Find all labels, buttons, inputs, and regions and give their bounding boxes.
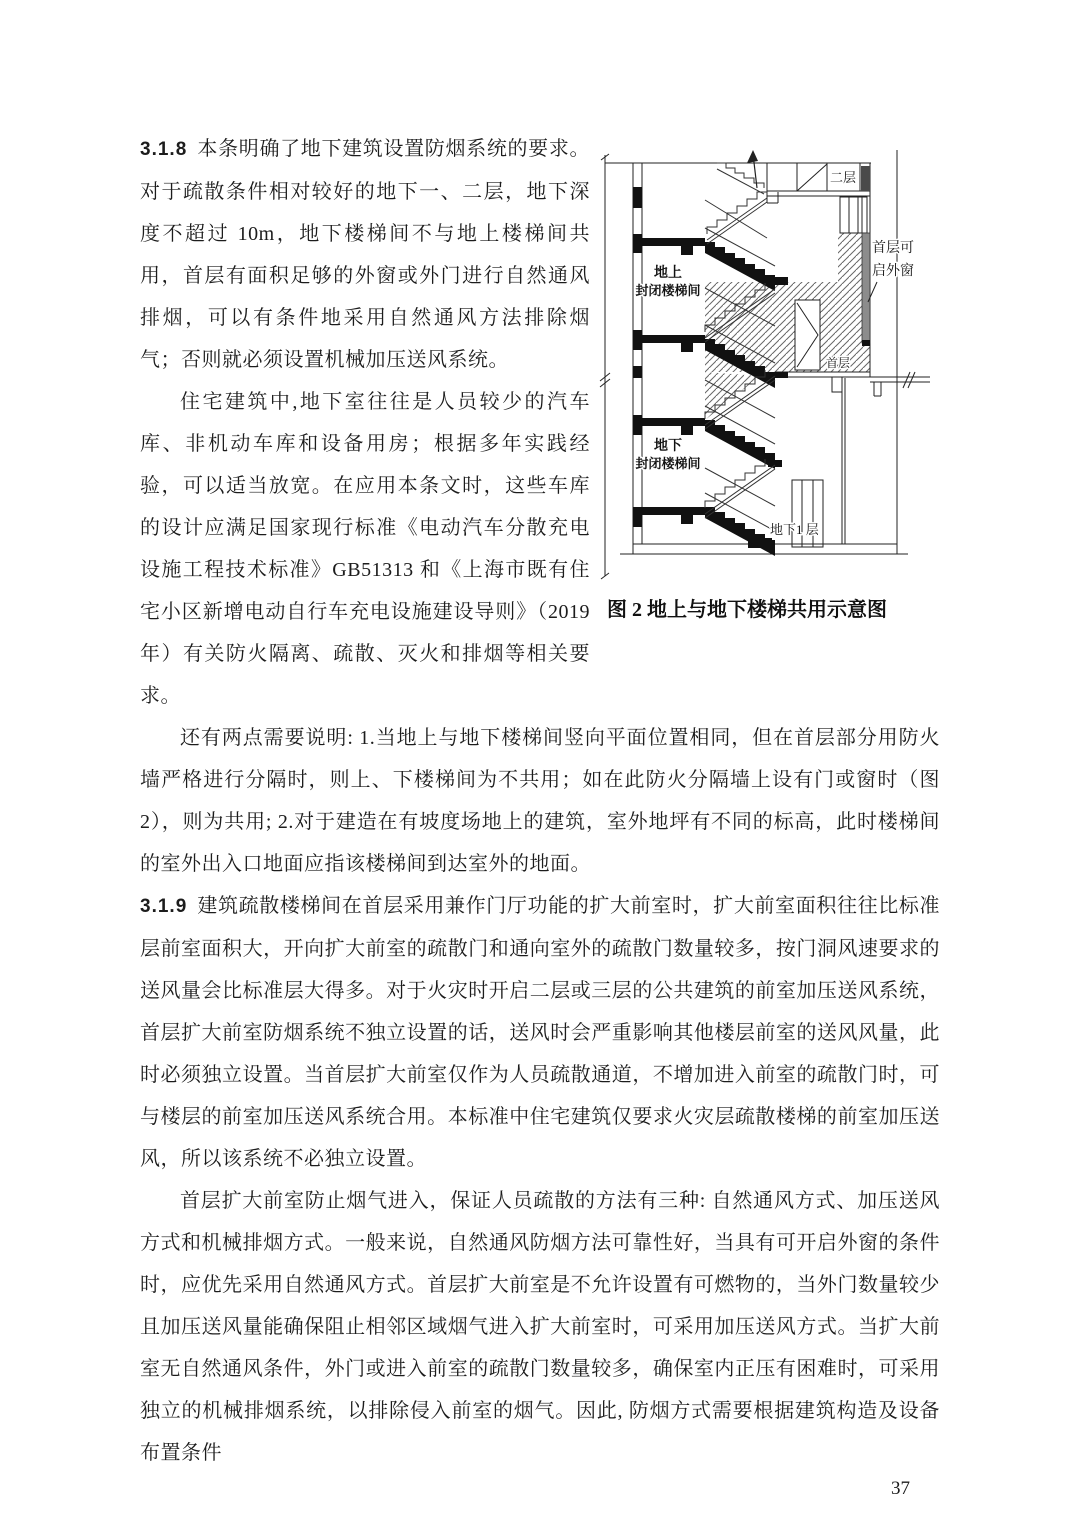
label-second-floor: 二层: [829, 170, 857, 185]
label-above-ground-stair-line1: 地上: [654, 266, 682, 281]
label-above-ground-stair-line2: 封闭楼梯间: [635, 283, 701, 298]
fire-wall-door: [795, 300, 820, 370]
label-below-ground-stair-line1: 地下: [654, 439, 682, 454]
paragraph-3-1-9-text: 建筑疏散楼梯间在首层采用兼作门厅功能的扩大前室时，扩大前室面积往往比标准层前室面积大，开向扩大前室的疏散门和通向室外的疏散门数量较多，按门洞风速要求的送风量会比标准层大得多。对于火灾时开启二层或三层的公共建筑的前室加压送风系统，首层扩大前室防烟系统不独立设置的话，送风时会严重影响其他楼层前室的送风风量，此时必须独立设置。当首层扩大前室仅作为人员疏散通道，不增加进入前室的疏散门时，可与楼层的前室加压送风系统合用。本标准中住宅建筑仅要求火灾层疏散楼梯的前室加压送风，所以该系统不必独立设置。: [140, 895, 940, 1170]
stair-section-drawing: [590, 130, 940, 630]
paragraph-3-1-8-text: 本条明确了地下建筑设置防烟系统的要求。对于疏散条件相对较好的地下一、二层，地下深度不超过 10m，地下楼梯间不与地上楼梯间共用，首层有面积足够的外窗或外门进行自然通风排烟，可以有条件地采用自然通风方法排除烟气；否则就必须设置机械加压送风系统。: [140, 138, 590, 371]
paragraph-residential: 住宅建筑中,地下室往往是人员较少的汽车库、非机动车库和设备用房；根据多年实践经验，可以适当放宽。在应用本条文时，这些车库的设计应满足国家现行标准《电动汽车分散充电设施工程技术标准》GB51313 和《上海市既有住宅小区新增电动自行车充电设施建设导则》（2019 年）有关防火隔离、疏散、灭火和排烟等相关要求。: [140, 391, 590, 707]
section-number-3-1-9: 3.1.9: [140, 896, 188, 917]
figure-caption: 图 2 地上与地下楼梯共用示意图: [607, 599, 887, 621]
paragraph-smoke-methods: 首层扩大前室防止烟气进入，保证人员疏散的方法有三种: 自然通风方式、加压送风方式和机械排烟方式。一般来说，自然通风防烟方法可靠性好，当具有可开启外窗的条件时，应优先采用自然通风方式。首层扩大前室是不允许设置有可燃物的，当外门数量较少且加压送风量能确保阻止相邻区域烟气进入扩大前室时，可采用加压送风方式。当扩大前室无自然通风条件，外门或进入前室的疏散门数量较多，确保室内正压有困难时，可采用独立的机械排烟系统，以排除侵入前室的烟气。因此, 防烟方式需要根据建筑构造及设备布置条件: [140, 1190, 940, 1464]
paragraph-two-points: 还有两点需要说明: 1.当地上与地下楼梯间竖向平面位置相同，但在首层部分用防火墙严格进行分隔时，则上、下楼梯间为不共用；如在此防火分隔墙上设有门或窗时（图 2），则为共用; 2.对于建造在有坡度场地上的建筑，室外地坪有不同的标高，此时楼梯间的室外出入口地面应指该楼梯间到达室外的地面。: [140, 727, 940, 875]
stair-direction-arrow: [747, 150, 758, 188]
figure-2-stair-diagram: [590, 130, 940, 635]
label-basement-level: 地下1 层: [770, 522, 819, 537]
page-number: 37: [891, 1478, 910, 1499]
label-openable-window-line2: 启外窗: [872, 264, 914, 279]
label-below-ground-stair-line2: 封闭楼梯间: [635, 456, 701, 471]
label-openable-window-line1: 首层可: [872, 241, 914, 256]
label-first-floor: 首层: [825, 356, 851, 370]
section-number-3-1-8: 3.1.8: [140, 139, 188, 160]
openable-window-strip: [861, 166, 870, 346]
paragraph-3-1-9: [140, 885, 940, 1180]
